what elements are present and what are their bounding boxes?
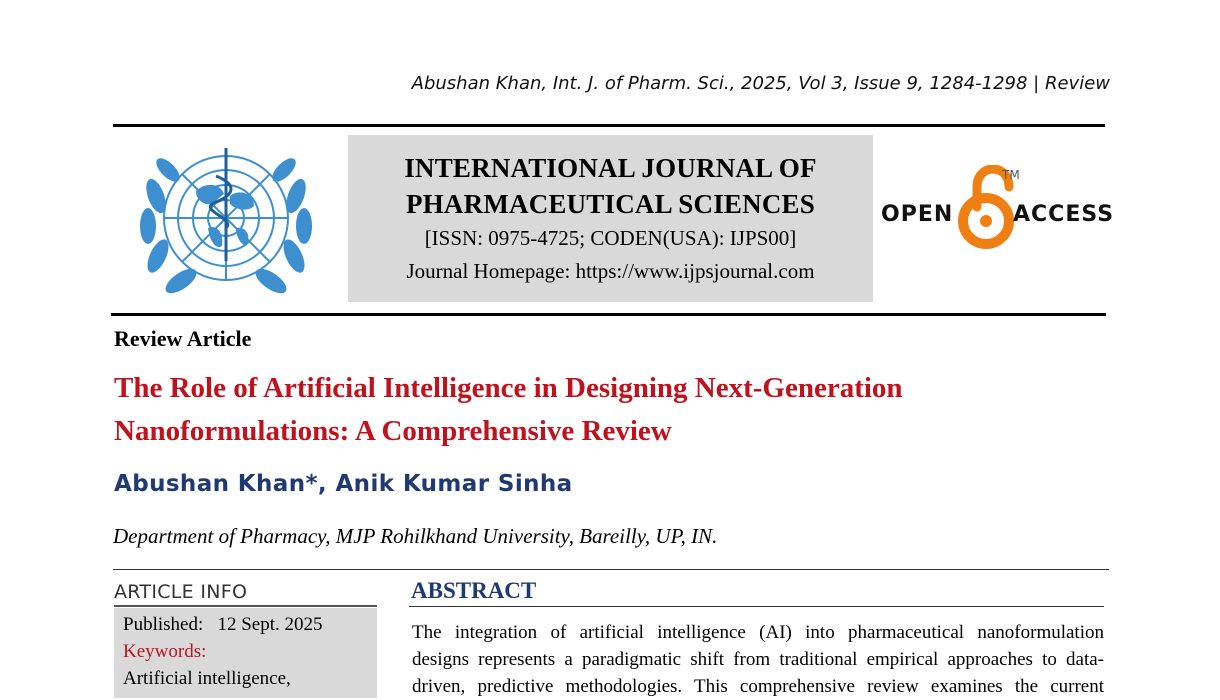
top-rule bbox=[113, 124, 1105, 127]
abstract-line: designs represents a paradigmatic shift from traditional empirical approaches to data- bbox=[412, 649, 1104, 670]
article-title-line1: The Role of Artificial Intelligence in Designing Next-Generation bbox=[114, 372, 903, 404]
access-word: ACCESS bbox=[1013, 202, 1115, 227]
affiliation: Department of Pharmacy, MJP Rohilkhand University, Bareilly, UP, IN. bbox=[113, 524, 718, 548]
published-label: Published: bbox=[123, 614, 204, 635]
info-rule bbox=[113, 569, 1109, 570]
keywords-label: Keywords: bbox=[123, 641, 207, 662]
journal-banner bbox=[348, 135, 873, 302]
article-type: Review Article bbox=[114, 326, 252, 351]
trademark-mark: TM bbox=[1002, 168, 1020, 182]
journal-name-line2: PHARMACEUTICAL SCIENCES bbox=[406, 189, 815, 219]
author-list: Abushan Khan*, Anik Kumar Sinha bbox=[114, 471, 573, 497]
article-title-line2: Nanoformulations: A Comprehensive Review bbox=[114, 415, 672, 447]
open-word: OPEN bbox=[881, 202, 954, 227]
article-info-box bbox=[114, 608, 377, 698]
journal-homepage[interactable]: Journal Homepage: https://www.ijpsjournal.com bbox=[406, 259, 815, 283]
article-info-underline bbox=[114, 605, 377, 607]
published-date: 12 Sept. 2025 bbox=[217, 614, 323, 635]
published-row bbox=[123, 611, 377, 638]
keyword-item: Artificial intelligence, bbox=[123, 668, 291, 689]
open-access-logo bbox=[880, 165, 1115, 255]
journal-logo bbox=[126, 136, 326, 306]
un-emblem-icon bbox=[126, 136, 326, 306]
abstract-underline bbox=[409, 606, 1104, 607]
abstract-heading: ABSTRACT bbox=[411, 578, 537, 603]
article-title bbox=[114, 367, 1094, 453]
running-head: Abushan Khan, Int. J. of Pharm. Sci., 2025, Vol 3, Issue 9, 1284-1298 | Review bbox=[411, 73, 1110, 94]
abstract-line: The integration of artificial intelligence (AI) into pharmaceutical nanoformulation bbox=[412, 622, 1104, 643]
journal-issn: [ISSN: 0975-4725; CODEN(USA): IJPS00] bbox=[424, 226, 797, 250]
article-info-heading: ARTICLE INFO bbox=[114, 581, 248, 603]
banner-bottom-rule bbox=[111, 313, 1106, 316]
abstract-body bbox=[412, 619, 1104, 700]
journal-name-line1: INTERNATIONAL JOURNAL OF bbox=[404, 153, 817, 183]
abstract-line: driven, predictive methodologies. This comprehensive review examines the current bbox=[412, 676, 1104, 697]
